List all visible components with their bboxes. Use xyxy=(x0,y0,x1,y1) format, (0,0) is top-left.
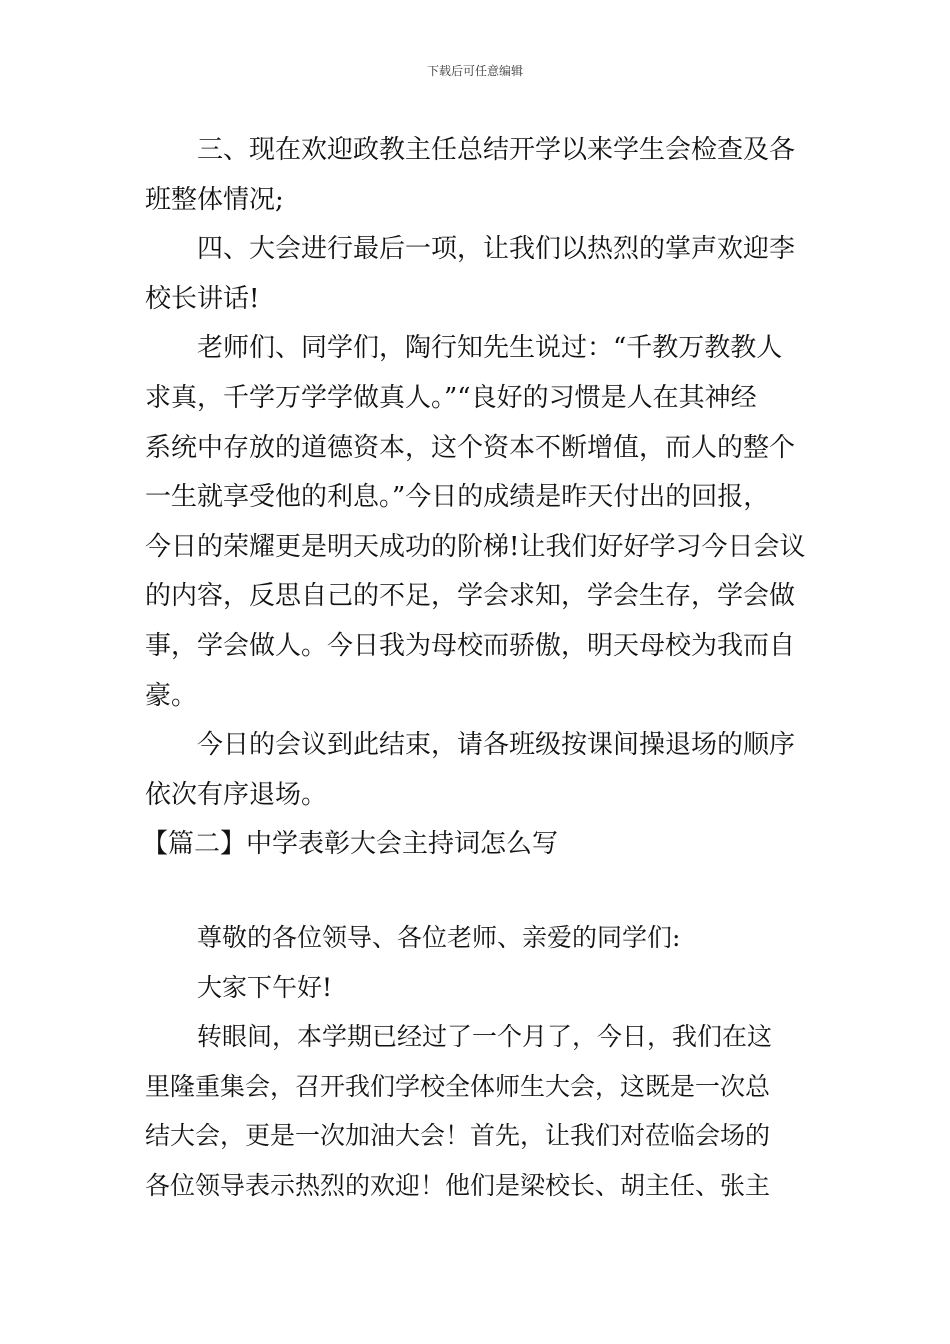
paragraph-line: 班整体情况; xyxy=(145,184,284,215)
page-header: 下载后可任意编辑 xyxy=(426,64,523,78)
paragraph-line: 事，学会做人。今日我为母校而骄傲，明天母校为我而自 xyxy=(145,630,796,661)
paragraph-line: 老师们、同学们，陶行知先生说过：“千教万教教人 xyxy=(197,333,783,364)
paragraph-line: 四、大会进行最后一项，让我们以热烈的掌声欢迎李 xyxy=(197,234,796,265)
paragraph-line: 系统中存放的道德资本，这个资本不断增值，而人的整个 xyxy=(145,432,796,463)
greeting-line: 尊敬的各位领导、各位老师、亲爱的同学们: xyxy=(197,922,681,952)
paragraph-line: 校长讲话! xyxy=(145,283,260,314)
paragraph-line: 一生就享受他的利息。”今日的成绩是昨天付出的回报， xyxy=(145,482,770,513)
greeting-line: 大家下午好! xyxy=(197,972,333,1002)
paragraph-line: 三、现在欢迎政教主任总结开学以来学生会检查及各 xyxy=(197,135,796,165)
section-heading: 【篇二】中学表彰大会主持词怎么写 xyxy=(142,829,559,860)
paragraph-line: 豪。 xyxy=(145,680,198,711)
blank-spacer xyxy=(145,870,810,913)
paragraph-line: 的内容，反思自己的不足，学会求知，学会生存，学会做 xyxy=(145,581,796,612)
paragraph-line: 求真，千学万学学做真人。”“良好的习惯是人在其神经 xyxy=(145,382,757,413)
paragraph-line: 今日的会议到此结束，请各班级按课间操退场的顺序 xyxy=(197,730,796,761)
part-one xyxy=(145,126,810,820)
part-two xyxy=(145,913,810,1211)
paragraph-line: 结大会，更是一次加油大会！首先，让我们对莅临会场的 xyxy=(145,1121,771,1151)
paragraph-line: 里隆重集会，召开我们学校全体师生大会，这既是一次总 xyxy=(145,1071,771,1101)
document-body xyxy=(142,126,810,1210)
paragraph-line: 各位领导表示热烈的欢迎！他们是梁校长、胡主任、张主 xyxy=(145,1170,771,1200)
paragraph-line: 依次有序退场。 xyxy=(145,779,328,810)
paragraph-line: 转眼间，本学期已经过了一个月了，今日，我们在这 xyxy=(197,1022,773,1052)
paragraph-line: 今日的荣耀更是明天成功的阶梯!让我们好好学习今日会议 xyxy=(145,531,806,562)
